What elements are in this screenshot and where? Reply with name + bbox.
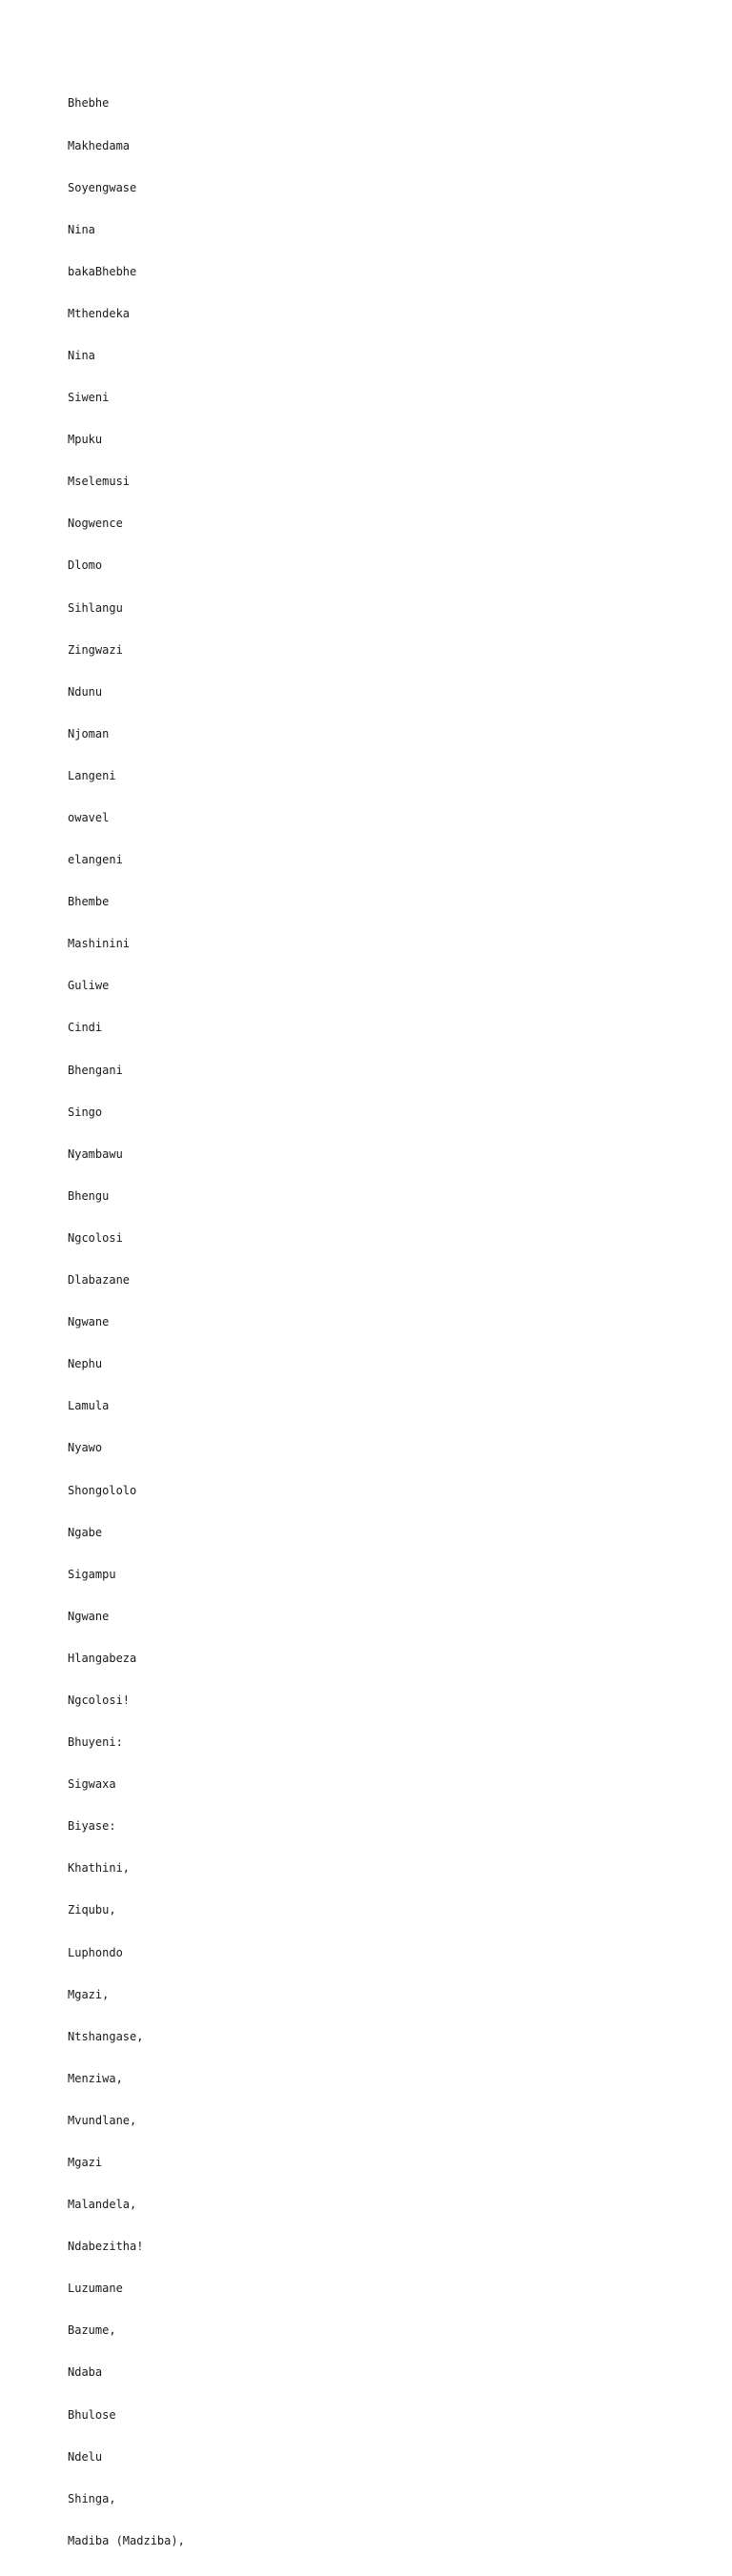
clan-name-list [68,69,185,2576]
text-line: Siweni [68,391,110,405]
text-line: Hlangabeza [68,1651,137,1665]
text-line: Sihlangu [68,600,123,615]
text-line: Bhengani [68,1063,123,1077]
text-line: Sigampu [68,1567,116,1581]
text-line: Ndelu [68,2449,103,2464]
text-line: Ngcolosi [68,1230,123,1245]
text-line: Malandela, [68,2198,137,2212]
text-line: Ngwane [68,1315,110,1329]
text-line: bakaBhebhe [68,264,137,278]
text-line: Mselemusi [68,475,131,489]
text-line: Ntshangase, [68,2029,144,2043]
text-line: Singo [68,1105,103,1119]
text-line: Luphondo [68,1945,123,1959]
text-line: Nyambawu [68,1146,123,1161]
text-line: Nephu [68,1357,103,1371]
text-line: Mgazi [68,2156,103,2169]
text-line: Makhedama [68,138,131,152]
text-line: Ziqubu, [68,1903,116,1917]
text-line: Cindi [68,1021,103,1035]
text-line: Madiba (Madziba), [68,2533,185,2547]
text-line: Langeni [68,768,116,782]
text-line: owavel [68,811,110,824]
text-line: Mthendeka [68,306,131,320]
text-line: Luzumane [68,2282,123,2296]
text-line: Mpuku [68,433,103,447]
text-line: Sigwaxa [68,1777,116,1792]
text-line: Mgazi, [68,1987,110,2001]
text-line: Nina [68,348,95,362]
text-line: Nyawo [68,1441,103,1455]
text-line: Ndaba [68,2365,103,2380]
text-line: Mvundlane, [68,2113,137,2127]
text-line: Shinga, [68,2491,116,2505]
text-line: Guliwe [68,979,110,993]
text-line: Menziwa, [68,2071,123,2085]
text-line: Ndunu [68,684,103,699]
text-line: Ndabezitha! [68,2240,144,2254]
text-line: Nina [68,222,95,236]
text-line: Bhulose [68,2407,116,2422]
text-line: Soyengwase [68,180,137,194]
text-line: Khathini, [68,1861,131,1876]
text-line: Ngcolosi! [68,1693,131,1707]
text-line: Njoman [68,726,110,740]
text-line: Dlomo [68,558,103,573]
text-line: Dlabazane [68,1273,131,1288]
text-line: Nogwence [68,517,123,531]
text-line: elangeni [68,853,123,867]
text-line: Mashinini [68,937,131,951]
text-line: Bhuyeni: [68,1735,123,1750]
text-line: Zingwazi [68,642,123,657]
text-line: Shongololo [68,1483,137,1497]
text-line: Bazume, [68,2323,116,2338]
text-line: Bhembe [68,895,110,909]
text-line: Ngwane [68,1609,110,1623]
text-line: Ngabe [68,1525,103,1539]
text-line: Biyase: [68,1819,116,1834]
text-line: Bhebhe [68,96,110,111]
text-line: Lamula [68,1399,110,1413]
text-line: Bhengu [68,1188,110,1203]
